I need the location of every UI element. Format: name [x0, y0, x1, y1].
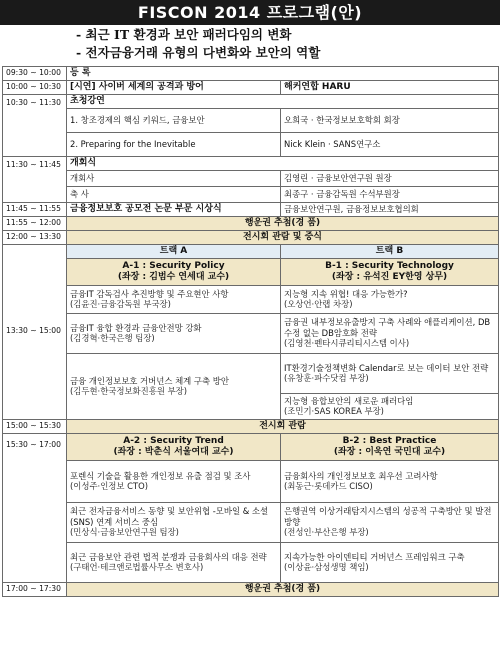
- talk-speaker: (김영천·펜타시큐리티시스템 이사): [284, 338, 410, 349]
- talk-title: 포렌식 기술을 활용한 개인정보 유출 점검 및 조사: [70, 470, 251, 481]
- keynote-talk2-title: 2. Preparing for the Inevitable: [67, 132, 281, 156]
- keynote-label: 초청강연: [67, 95, 499, 109]
- row-registration: [3, 67, 499, 81]
- subtitle-2: - 전자금융거래 유형의 다변화와 보안의 역할: [76, 45, 321, 60]
- exhibit-label: 전시회 관람: [67, 419, 499, 433]
- row-opening-header: [3, 156, 499, 170]
- row-lucky-1: [3, 216, 499, 230]
- row-award: [3, 202, 499, 216]
- lucky-draw-label: 행운권 추첨(경 품): [67, 582, 499, 596]
- talk-title: 금융 개인정보보호 거버넌스 체계 구축 방안: [70, 375, 229, 386]
- keynote-talk1-speaker: 오희국 · 한국정보보호학회 회장: [281, 108, 499, 132]
- session-a2-chair: (좌장 : 박춘식 서울여대 교수): [113, 446, 234, 457]
- row-session-headers-2: [3, 433, 499, 460]
- a2-talk-3: [67, 542, 281, 582]
- opening-role: 축 사: [67, 186, 281, 202]
- time-cell: 10:30 ~ 11:30: [3, 95, 67, 157]
- time-cell: 09:30 ~ 10:00: [3, 67, 67, 81]
- talk-title: 금융IT 융합 환경과 금융안전망 강화: [70, 322, 202, 333]
- row-talks-1a: [3, 285, 499, 313]
- talk-title: 금융IT 감독검사 추진방향 및 주요현안 사항: [70, 288, 229, 299]
- talk-speaker: (이상윤·삼성생명 책임): [284, 562, 369, 572]
- a2-talk-2: [67, 502, 281, 542]
- time-cell: 17:00 ~ 17:30: [3, 582, 67, 596]
- row-lunch: [3, 230, 499, 244]
- row-exhibit: [3, 419, 499, 433]
- track-a-header: 트랙 A: [67, 244, 281, 258]
- talk-speaker: (최동근·롯데카드 CISO): [284, 481, 373, 491]
- session-a1-name: A-1 : Security Policy: [122, 260, 225, 271]
- talk-speaker: (조민기·SAS KOREA 부장): [284, 406, 384, 416]
- row-keynote-talk1: [3, 108, 499, 132]
- page-title: FISCON 2014 프로그램(안): [0, 0, 500, 25]
- time-cell: 12:00 ~ 13:30: [3, 230, 67, 244]
- b1-talk-4: [281, 393, 499, 419]
- award-org: 금융보안연구원, 금융정보보호협의회: [281, 202, 499, 216]
- talk-title: 최근 전자금융서비스 동향 및 보안위협 -모바일 & 소셜(SNS) 연계 서비스 중심: [70, 506, 269, 527]
- row-talks-2b: [3, 502, 499, 542]
- time-cell: 11:45 ~ 11:55: [3, 202, 67, 216]
- session-b1-name: B-1 : Security Technology: [325, 260, 454, 271]
- session-a2-name: A-2 : Security Trend: [123, 435, 224, 446]
- time-cell: 15:30 ~ 17:00: [3, 433, 67, 582]
- row-opening-2: [3, 186, 499, 202]
- talk-title: 금융권 내부정보유출방지 구축 사례와 애플리케이션, DB 수정 없는 DB암호화 전략: [284, 317, 491, 338]
- opening-label: 개회식: [67, 156, 499, 170]
- a2-talk-1: [67, 460, 281, 502]
- talk-speaker: (구태언·테크앤로법률사무소 변호사): [70, 562, 204, 572]
- demo-speaker: 해커연합 HARU: [281, 81, 499, 95]
- talk-title: 지속가능한 아이덴티티 거버넌스 프레임워크 구축: [284, 551, 465, 562]
- row-lucky-2: [3, 582, 499, 596]
- time-cell: 10:00 ~ 10:30: [3, 81, 67, 95]
- time-cell: 11:30 ~ 11:45: [3, 156, 67, 202]
- talk-speaker: (오상언·안랩 차장): [284, 299, 353, 309]
- session-b1-chair: (좌장 : 유석진 EY한영 상무): [331, 271, 448, 282]
- opening-role: 개회사: [67, 170, 281, 186]
- session-a2-header: [67, 433, 281, 460]
- row-talks-2c: [3, 542, 499, 582]
- b1-talk-2: [281, 313, 499, 353]
- talk-title: IT환경기술정책변화 Calendar로 보는 데이터 보안 전략: [284, 362, 489, 373]
- demo-title: [시연] 사이버 세계의 공격과 방어: [67, 81, 281, 95]
- session-b2-header: [281, 433, 499, 460]
- talk-speaker: (김윤진·금융감독원 부국장): [70, 299, 171, 309]
- row-talks-1b: [3, 313, 499, 353]
- lucky-draw-label: 행운권 추첨(경 품): [67, 216, 499, 230]
- track-b-header: 트랙 B: [281, 244, 499, 258]
- award-title: 금융정보보호 공모전 논문 부문 시상식: [67, 202, 281, 216]
- row-talks-1c: [3, 353, 499, 393]
- opening-person: 최종구 · 금융감독원 수석부원장: [281, 186, 499, 202]
- talk-title: 최근 금융보안 관련 법적 분쟁과 금융회사의 대응 전략: [70, 551, 267, 562]
- talk-speaker: (김두현·한국정보화진흥원 부장): [70, 386, 188, 396]
- session-a1-header: [67, 258, 281, 285]
- a1-talk-3: [67, 353, 281, 419]
- talk-title: 지능형 지속 위협! 대응 가능한가?: [284, 288, 408, 299]
- b1-talk-3: [281, 353, 499, 393]
- session-b2-chair: (좌장 : 이욱연 국민대 교수): [333, 446, 446, 457]
- row-opening-1: [3, 170, 499, 186]
- a1-talk-2: [67, 313, 281, 353]
- lunch-label: 전시회 관람 및 중식: [67, 230, 499, 244]
- row-keynote-header: [3, 95, 499, 109]
- row-session-headers-1: [3, 258, 499, 285]
- b1-talk-1: [281, 285, 499, 313]
- keynote-talk1-title: 1. 창조경제의 핵심 키워드, 금융보안: [67, 108, 281, 132]
- talk-speaker: (김경혁·한국은행 팀장): [70, 333, 155, 343]
- session-b2-name: B-2 : Best Practice: [342, 435, 437, 446]
- row-talks-2a: [3, 460, 499, 502]
- program-table: [2, 66, 499, 597]
- talk-title: 금융회사의 개인정보보호 최우선 고려사항: [284, 470, 438, 481]
- registration-label: 등 록: [67, 67, 499, 81]
- session-b1-header: [281, 258, 499, 285]
- subtitle-1: - 최근 IT 환경과 보안 패러다임의 변화: [76, 27, 292, 42]
- opening-person: 김영린 · 금융보안연구원 원장: [281, 170, 499, 186]
- talk-speaker: (전성인·부산은행 부장): [284, 527, 369, 538]
- row-keynote-talk2: [3, 132, 499, 156]
- session-a1-chair: (좌장 : 김범수 연세대 교수): [117, 271, 230, 282]
- b2-talk-3: [281, 542, 499, 582]
- b2-talk-1: [281, 460, 499, 502]
- time-cell: 15:00 ~ 15:30: [3, 419, 67, 433]
- talk-speaker: (이성주·인정보 CTO): [70, 481, 148, 491]
- row-track-headers: [3, 244, 499, 258]
- time-cell: 11:55 ~ 12:00: [3, 216, 67, 230]
- time-cell: 13:30 ~ 15:00: [3, 244, 67, 419]
- talk-title: 지능형 융합보안의 새로운 패러다임: [284, 395, 414, 406]
- a1-talk-1: [67, 285, 281, 313]
- talk-title: 은행권역 이상거래탐지시스템의 성공적 구축방안 및 발전방향: [284, 506, 492, 527]
- talk-speaker: (민상식·금융보안연구원 팀장): [70, 527, 179, 538]
- talk-speaker: (유창훈·파수닷컴 부장): [284, 373, 369, 383]
- row-demo: [3, 81, 499, 95]
- b2-talk-2: [281, 502, 499, 542]
- keynote-talk2-speaker: Nick Klein · SANS연구소: [281, 132, 499, 156]
